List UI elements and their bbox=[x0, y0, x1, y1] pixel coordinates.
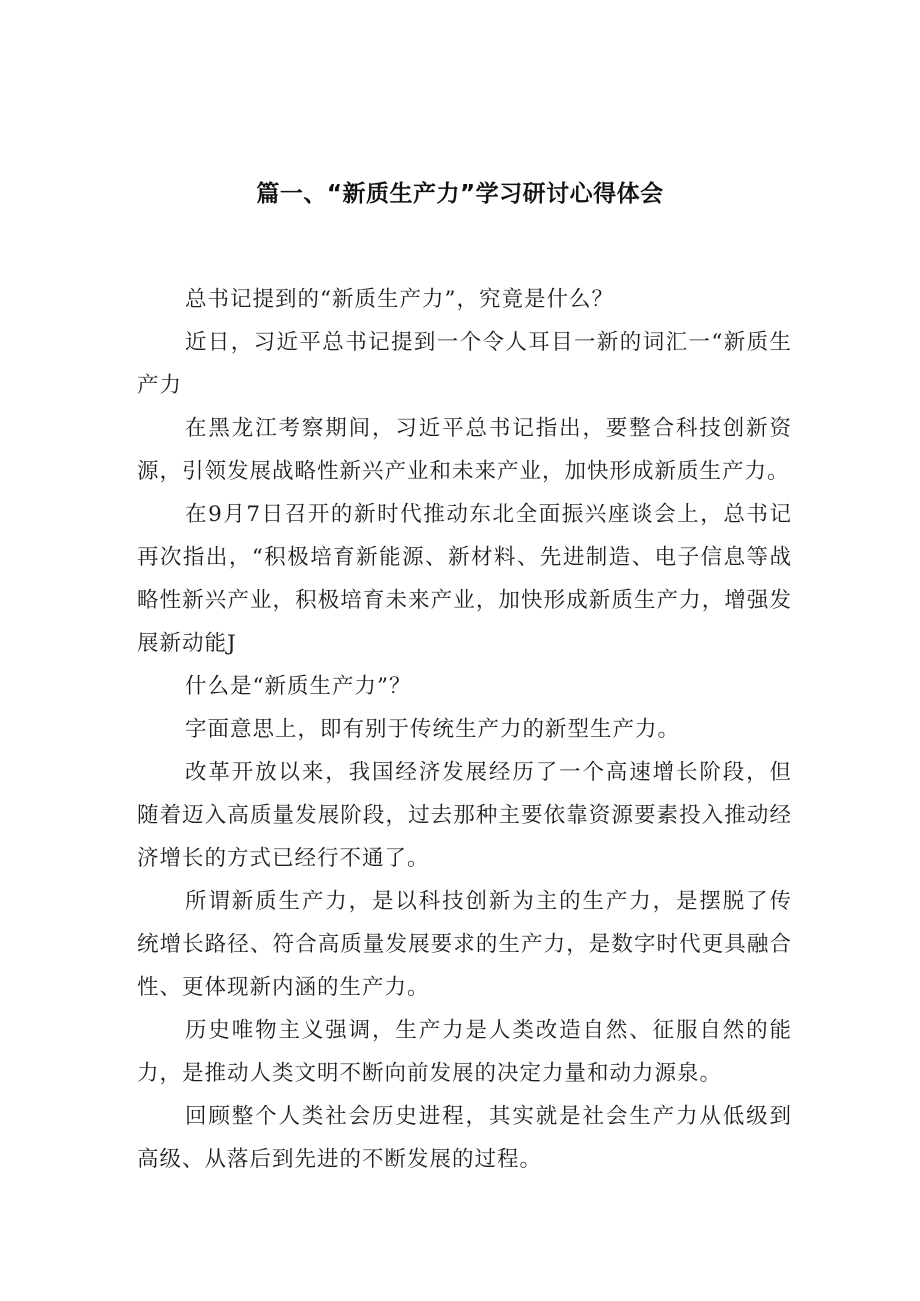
document-title: 篇一、“新质生产力”学习研讨心得体会 bbox=[256, 181, 664, 207]
paragraph-9: 历史唯物主义强调，生产力是人类改造自然、征服自然的能力，是推动人类文明不断向前发展的决定力量和动力源泉。 bbox=[137, 1018, 792, 1086]
paragraph-1: 总书记提到的“新质生产力”，究竟是什么？ bbox=[185, 287, 614, 312]
paragraph-5: 什么是“新质生产力”？ bbox=[185, 674, 412, 699]
paragraph-10: 回顾整个人类社会历史进程，其实就是社会生产力从低级到高级、从落后到先进的不断发展的过程。 bbox=[137, 1104, 792, 1172]
paragraph-4: 在9月7日召开的新时代推动东北全面振兴座谈会上，总书记再次指出，“积极培育新能源、新材料、先进制造、电子信息等战略性新兴产业，积极培育未来产业，加快形成新质生产力，增强发展新动能J bbox=[137, 502, 792, 656]
paragraph-7: 改革开放以来，我国经济发展经历了一个高速增长阶段，但随着迈入高质量发展阶段，过去那种主要依靠资源要素投入推动经济增长的方式已经行不通了。 bbox=[137, 760, 792, 871]
paragraph-2: 近日，习近平总书记提到一个令人耳目一新的词汇一“新质生产力 bbox=[137, 330, 792, 398]
paragraph-8: 所谓新质生产力，是以科技创新为主的生产力，是摆脱了传统增长路径、符合高质量发展要求的生产力，是数字时代更具融合性、更体现新内涵的生产力。 bbox=[137, 889, 792, 1000]
paragraph-3: 在黑龙江考察期间，习近平总书记指出，要整合科技创新资源，引领发展战略性新兴产业和未来产业，加快形成新质生产力。 bbox=[137, 416, 792, 484]
document-body bbox=[137, 278, 792, 1181]
paragraph-6: 字面意思上，即有别于传统生产力的新型生产力。 bbox=[185, 717, 681, 742]
